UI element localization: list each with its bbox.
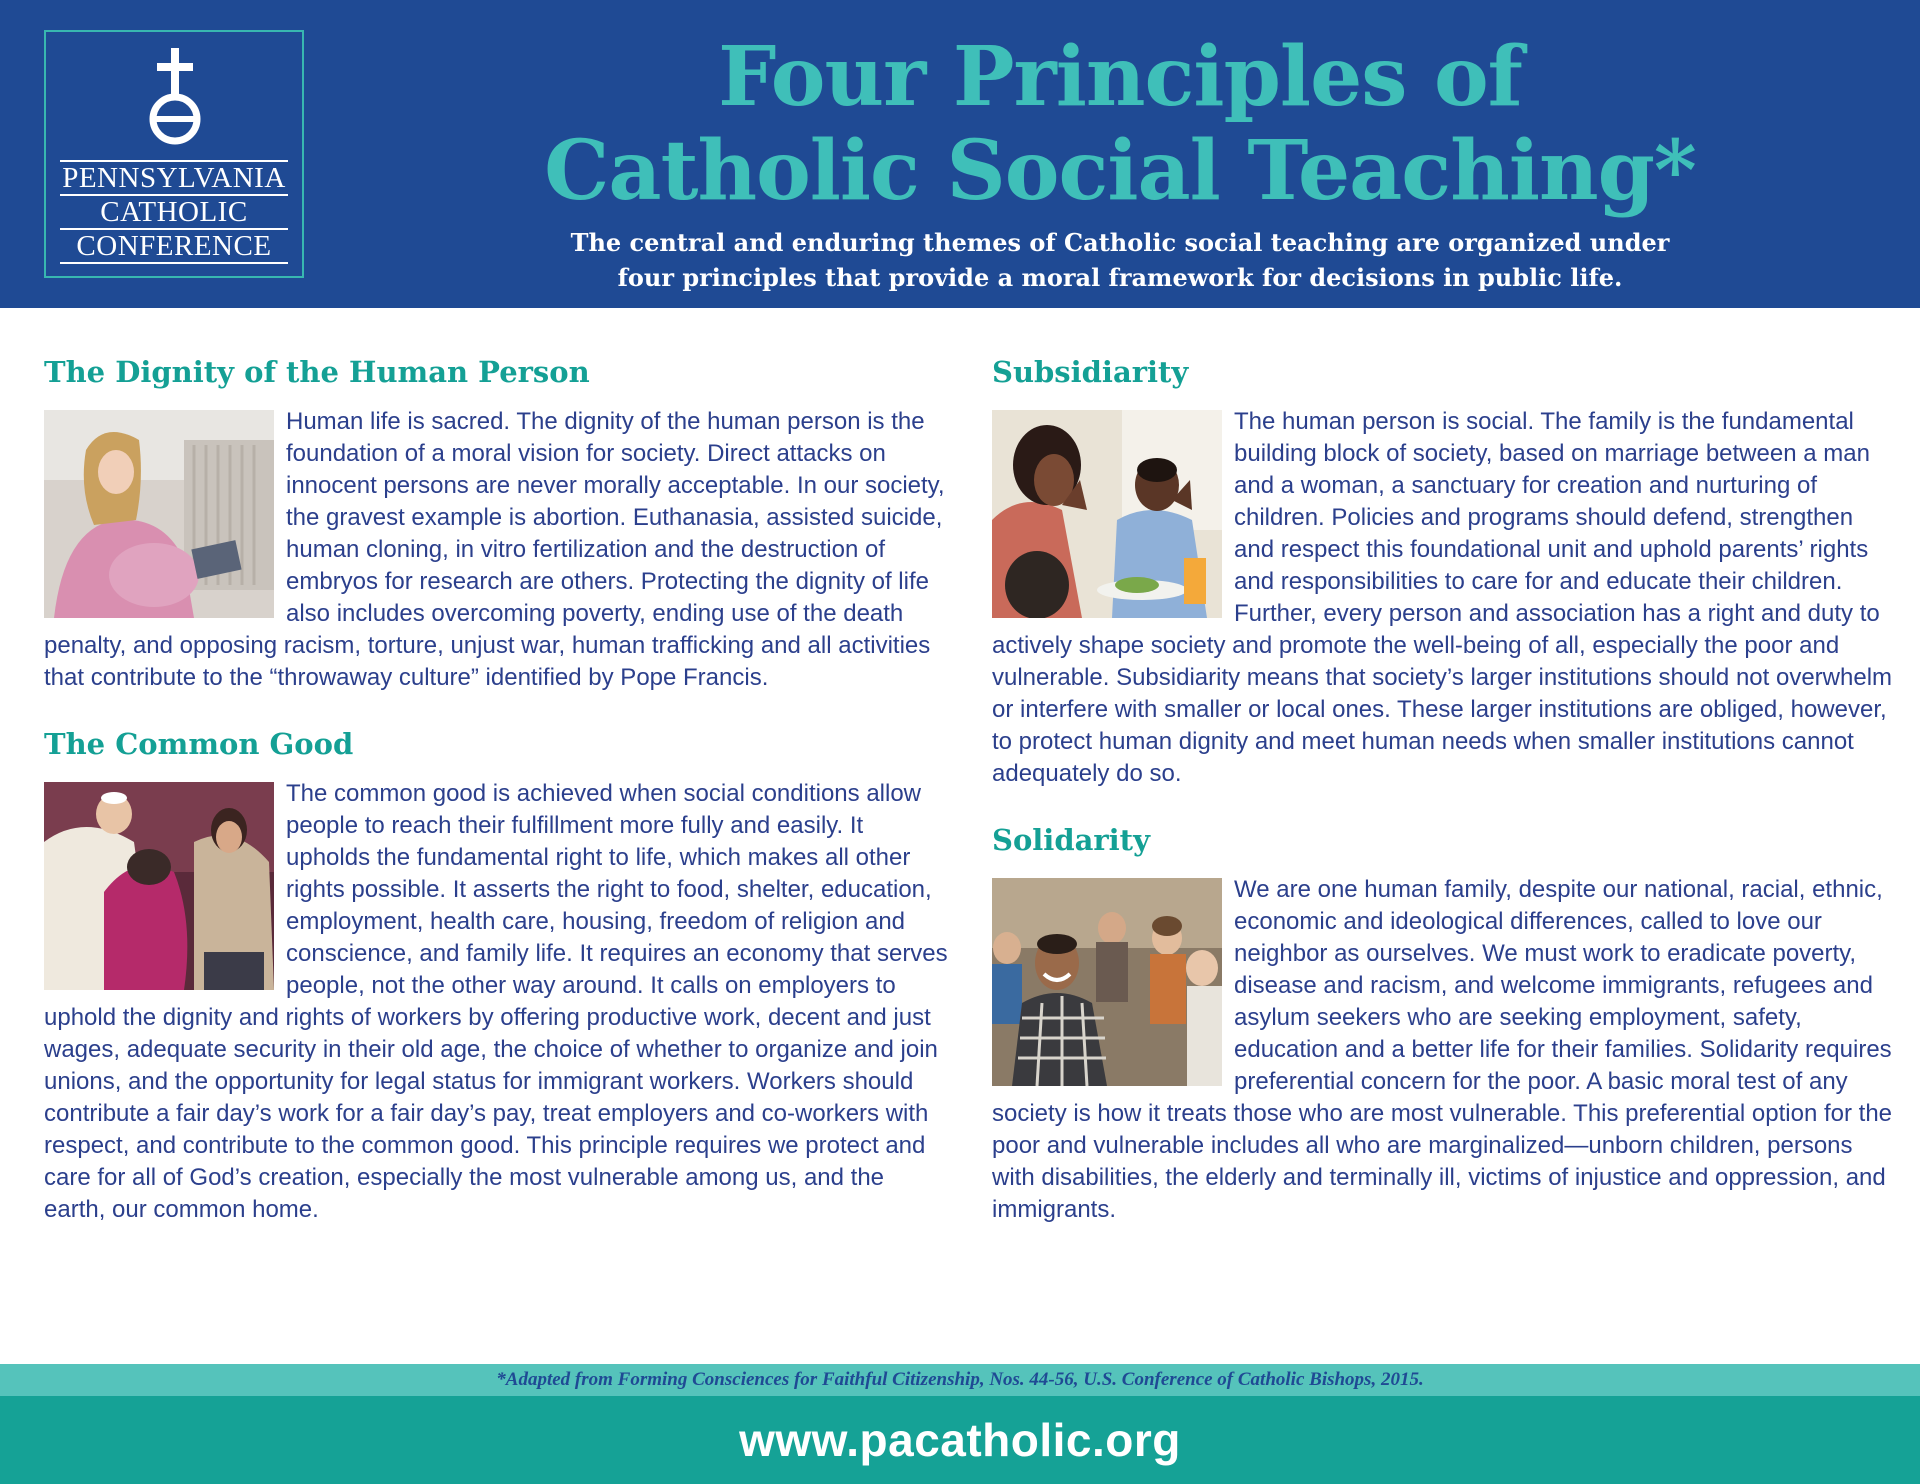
right-column bbox=[992, 352, 1897, 1248]
section-solidarity bbox=[992, 820, 1897, 1226]
family-praying-photo bbox=[992, 410, 1222, 618]
section-dignity bbox=[44, 352, 949, 694]
header-banner bbox=[0, 0, 1920, 308]
section-body-common-good: The common good is achieved when social conditions allow people to reach their fulfillment more fully and easily. It upholds the fundamental right to life, which makes all other rights possible. It asserts the right to food, shelter, education, employment, health care, housing, freedom of religion and conscience, and family life. It requires an economy that serves people, not the other way around. It calls on employers to uphold the dignity and rights of workers by offering productive work, decent and just wages, adequate security in their old age, the choice of whether to organize and join unions, and the opportunity for legal status for immigrant workers. Workers should contribute a fair day’s work for a fair day’s pay, treat employers and co-workers with respect, and contribute to the common good. This principle requires we protect and care for all of God’s creation, especially the most vulnerable among us, and the earth, our common home. bbox=[44, 780, 948, 1223]
section-body-subsidiarity: The human person is social. The family is the fundamental building block of society, based on marriage between a man and a woman, a sanctuary for creation and nurturing of children. Policies and programs should defend, strengthen and respect this foundational unit and uphold parents’ rights and responsibilities to care for and educate their children. Further, every person and association has a right and duty to actively shape society and promote the well-being of all, especially the poor and vulnerable. Subsidiarity means that society’s larger institutions should not overwhelm or interfere with smaller or local ones. These larger institutions are obliged, however, to protect human dignity and meet human needs when smaller institutions cannot adequately do so. bbox=[992, 408, 1893, 787]
page-subtitle bbox=[400, 225, 1840, 295]
subtitle-line-2: four principles that provide a moral framework for decisions in public life. bbox=[617, 263, 1623, 292]
title-line-2: Catholic Social Teaching* bbox=[544, 123, 1696, 219]
subtitle-line-1: The central and enduring themes of Catholic social teaching are organized under bbox=[570, 228, 1670, 257]
group-meeting-photo bbox=[992, 878, 1222, 1086]
pope-embrace-photo bbox=[44, 782, 274, 990]
section-common-good bbox=[44, 724, 949, 1226]
footnote: *Adapted from Forming Consciences for Faithful Citizenship, Nos. 44-56, U.S. Conference of Catholic Bishops, 2015. bbox=[496, 1369, 1424, 1390]
footnote-bar bbox=[0, 1364, 1920, 1396]
logo-line-2: CATHOLIC bbox=[100, 196, 248, 228]
logo-line-1: PENNSYLVANIA bbox=[62, 162, 286, 194]
website-link[interactable]: www.pacatholic.org bbox=[739, 1414, 1181, 1466]
left-column bbox=[44, 352, 949, 1248]
section-body-dignity: Human life is sacred. The dignity of the human person is the foundation of a moral vision for society. Direct attacks on innocent persons are never morally acceptable. In our society, the gravest example is abortion. Euthanasia, assisted suicide, human cloning, in vitro fertilization and the destruction of embryos for research are others. Protecting the dignity of life also includes overcoming poverty, ending use of the death penalty, and opposing racism, torture, unjust war, human trafficking and all activities that contribute to the “throwaway culture” identified by Pope Francis. bbox=[44, 408, 945, 691]
cross-circle-icon bbox=[142, 46, 208, 146]
section-body-solidarity: We are one human family, despite our national, racial, ethnic, economic and ideological differences, called to love our neighbor as ourselves. We must work to eradicate poverty, disease and racism, and welcome immigrants, refugees and asylum seekers who are seeking employment, safety, education and a better life for their families. Solidarity requires preferential concern for the poor. A basic moral test of any society is how it treats those who are most vulnerable. This preferential option for the poor and vulnerable includes all who are marginalized—unborn children, persons with disabilities, the elderly and terminally ill, victims of injustice and oppression, and immigrants. bbox=[992, 876, 1893, 1223]
section-title-subsidiarity: Subsidiarity bbox=[992, 355, 1189, 389]
url-bar bbox=[0, 1396, 1920, 1484]
section-title-dignity: The Dignity of the Human Person bbox=[44, 355, 590, 389]
section-subsidiarity bbox=[992, 352, 1897, 790]
title-line-1: Four Principles of bbox=[718, 29, 1522, 125]
page-title bbox=[400, 30, 1840, 218]
logo-divider bbox=[60, 262, 288, 264]
logo-line-3: CONFERENCE bbox=[76, 230, 272, 262]
pregnant-woman-photo bbox=[44, 410, 274, 618]
section-title-solidarity: Solidarity bbox=[992, 823, 1150, 857]
logo bbox=[44, 30, 304, 278]
section-title-common-good: The Common Good bbox=[44, 727, 354, 761]
